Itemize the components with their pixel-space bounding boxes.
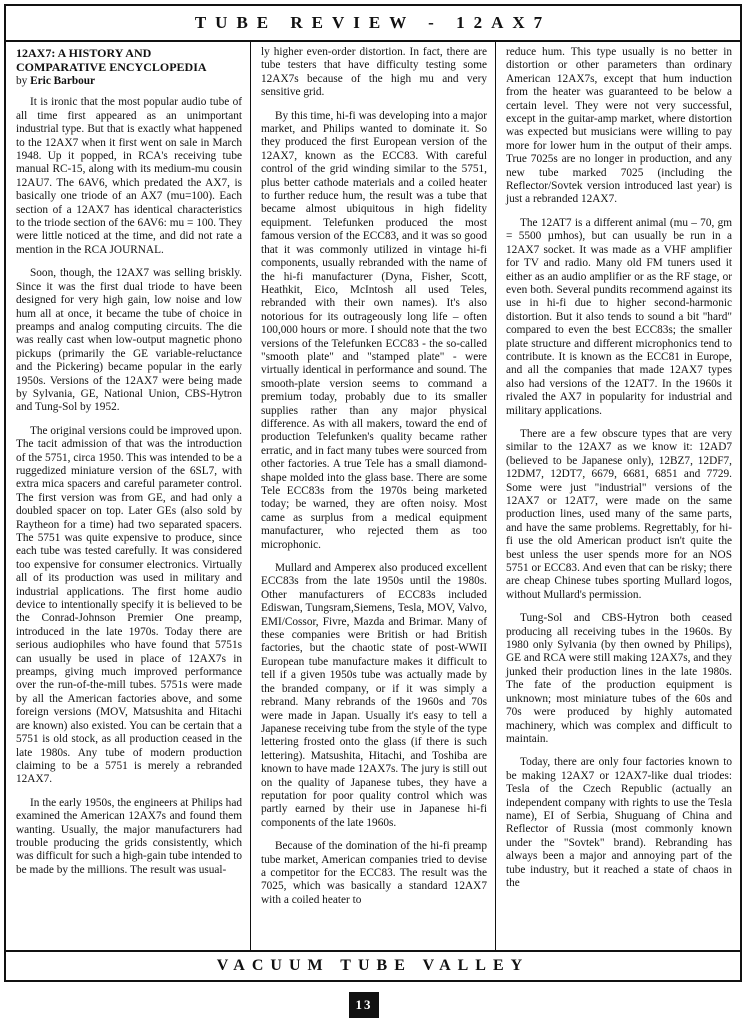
paragraph: Today, there are only four factories known to be making 12AX7 or 12AX7-like dual triodes: Tesla of the Czech Republic (actually an independent company with rights to use the Tesla name), EI of Serbia, Shuguang of China and Reflector of Russia (most commonly known under the "Sovtek" brand). Rebranding has always been a major and annoying part of the tube industry, but it reached a state of chaos in the xyxy=(506,756,732,889)
column-2 xyxy=(250,40,495,952)
column-3 xyxy=(495,40,740,952)
running-header: TUBE REVIEW - 12AX7 xyxy=(6,6,740,42)
paragraph-continued: ly higher even-order distortion. In fact, there are tube testers that have difficulty testing some 12AX7s because of the high mu and very sensitive grid. xyxy=(261,46,487,99)
paragraph: It is ironic that the most popular audio tube of all time first appeared as an unimportant industrial type. But that is exactly what happened to the 12AX7 when it first went on sale in March 1948. Up it popped, in RCA's receiving tube manual RC-15, along with its medium-mu cousin 12AU7. The 6AV6, which predated the AX7, is basically one triode of an AX7 (mu=100). Each section of a 12AX7 has identical characteristics to the triode section of the 6AV6: mu = 100. They were little noticed at the time, and did not rate a mention in the RCA JOURNAL. xyxy=(16,96,242,256)
paragraph: Soon, though, the 12AX7 was selling briskly. Since it was the first dual triode to have been designed for very high gain, low noise and low hum all at once, it became the tube of choice in preamps and analog computing circuits. The die was really cast when low-output magnetic phono pickups (primarily the GE variable-reluctance and the Pickering) became popular in the early 1950s. Versions of the 12AX7 were being made by Sylvania, GE, National Union, CBS-Hytron and Tung-Sol by 1952. xyxy=(16,267,242,414)
article-title: 12AX7: A HISTORY AND COMPARATIVE ENCYCLOPEDIA xyxy=(16,46,207,74)
paragraph: There are a few obscure types that are very similar to the 12AX7 as we know it: 12AD7 (believed to be Japanese only), 12BZ7, 12DF7, 12DM7, 12DT7, 6679, 6681, 6851 and 7729. Some were just "industrial" versions of the 12AX7 or 12AT7, were made on the same production lines, used many of the same parts, and have the same problems. Regrettably, for hi-fi use the old American product isn't quite the best unless the user spends more for an NOS 5751 or ECC83. And even that can be risky; there are cheap Chinese tubes sporting Mullard logos, without Mullard's permission. xyxy=(506,427,732,601)
magazine-footer: VACUUM TUBE VALLEY xyxy=(6,950,740,980)
paragraph: The original versions could be improved upon. The tacit admission of that was the introduction of the 5751, circa 1950. This was intended to be a ruggedized miniature version of the 6SL7, with extra mica spacers and careful parameter control. The first version was from GE, and had only a doubled spacer on top. Later GEs (also sold by Raytheon for a time) had two separated spacers. The 5751 was quite expensive to produce, since each tube was tested carefully. It was considered too expensive for consumer electronics. Virtually all of its production was used in military and industrial applications. The first home audio device to intentionally specify it is believed to be the Conrad-Johnson Premier One preamp, introduced in the late 1970s. Today there are serious audiophiles who have found that 5751s can usually be used in place of 12AX7s in preamps, giving much improved performance over the run-of-the-mill tubes. 5751s were made by all the American factories above, and some foreign versions (MOV, Matsushita and Hitachi are known) also existed. You can be certain that a 5751 is old stock, as all production ceased in the late 1980s. Any tube of modern production claiming to be a 5751 is merely a rebranded 12AX7. xyxy=(16,424,242,786)
byline xyxy=(16,75,242,88)
byline-prefix: by xyxy=(16,75,28,87)
paragraph: In the early 1950s, the engineers at Philips had examined the American 12AX7s and found them wanting. Usually, the major manufacturers had trouble producing the grids consistently, which was difficult for such a high-gain tube intended to be made by the millions. The result was usual- xyxy=(16,796,242,876)
paragraph: Tung-Sol and CBS-Hytron both ceased producing all receiving tubes in the 1960s. By 1980 only Sylvania (by then owned by Philips), GE and RCA were still making 12AX7s, and they junked their production lines in the late 1980s. The fate of the production equipment is unknown; most miniature tubes of the 60s and 70s were produced by highly automated machinery, which was complex and difficult to maintain. xyxy=(506,612,732,745)
paragraph: Because of the domination of the hi-fi preamp tube market, American companies tried to devise a competitor for the ECC83. The result was the 7025, which was basically a standard 12AX7 with a coiled heater to xyxy=(261,840,487,906)
paragraph: The 12AT7 is a different animal (mu – 70, gm = 5500 µmhos), but can usually be run in a 12AX7 socket. It was made as a VHF amplifier for TV and radio. Many old FM tuners used it either as an audio amplifier or as the RF stage, or even both. Several pundits recommend against its use in hi-fi due to higher second-harmonic distortion. But it also tends to sound a bit "hard" compared to even the best ECC83s; the smaller plate structure and different microphonics tend to contribute. It is known as the ECC81 in Europe, and all the companies that made 12AX7 types also had versions of the 12AT7. In the 1960s it rivaled the AX7 in popularity for industrial and military applications. xyxy=(506,216,732,417)
page-number: 13 xyxy=(349,992,379,1018)
paragraph-continued: reduce hum. This type usually is no better in distortion or other parameters than ordinary American 12AX7s, except that hum induction from the heater was guaranteed to be below a certain level. They were not very successful, except in the guitar-amp market, where distortion was expected but musicians were willing to pay more for lower hum in the output of their amps. True 7025s are no longer in production, and any new tube marked 7025 (including the Reflector/Sovtek version introduced last year) is just a rebranded 12AX7. xyxy=(506,46,732,206)
column-1 xyxy=(6,40,250,952)
paragraph: By this time, hi-fi was developing into a major market, and Philips wanted to dominate it. So they produced the first European version of the 12AX7, known as the ECC83. With careful control of the grid winding similar to the 5751, plus better cathode materials and a coiled heater to further reduce hum, the result was a tube that became almost ubiquitous in high fidelity equipment. Telefunken produced the most famous version of the ECC83, and it was so good that it was commonly utilized in vintage hi-fi components, usually rebranded with the name of the hi-fi manufacturer (Dyna, Fisher, Scott, Heathkit, Eico, McIntosh all used Teles, rebranded with their own names). It's also notorious for its outrageously long life – often 100,000 hours or more. I should note that the two versions of the Telefunken ECC83 - the so-called "smooth plate" and "stamped plate" - were virtually identical in performance and sound. The smooth-plate version seems to command a premium today, probably due to its smaller supplies rather than any major physical difference. As with all makers, toward the end of production Telefunken's quality became rather erratic, and in fact many tubes were sourced from other factories. A true Tele has a small diamond-shape molded into the glass base. There are some Tele ECC83s from the 1970s being marketed today; be warned, they are often noisy. Most came as surplus from a medical equipment manufacturer, who rejected them as too microphonic. xyxy=(261,109,487,551)
paragraph: Mullard and Amperex also produced excellent ECC83s from the late 1950s until the 1980s. Other manufacturers of ECC83s included Ediswan, Tungsram,Siemens, Tesla, MOV, Valvo, EMI/Cossor, Fivre, Mazda and Brimar. Many of these companies were British or had British factories, but the chaotic state of post-WWII European tube manufacture makes it difficult to tell if a given 1950s tube was actually made by the branded company, or if it was simply a rebrand. Many rebrands of the 1960s and 70s were made in Japan. Usually it's easy to tell a Japanese receiving tube from the style of the type lettering frosted onto the glass (if there is such lettering). Matsushita, Hitachi, and Toshiba are known to have made 12AX7s. The jury is still out on the quality of Japanese tubes, they have a reputation for poor quality control which was partly earned by their use in Japanese hi-fi components of the late 1960s. xyxy=(261,562,487,829)
author-name: Eric Barbour xyxy=(30,75,96,87)
article-columns xyxy=(6,40,740,952)
page-frame xyxy=(4,4,742,982)
